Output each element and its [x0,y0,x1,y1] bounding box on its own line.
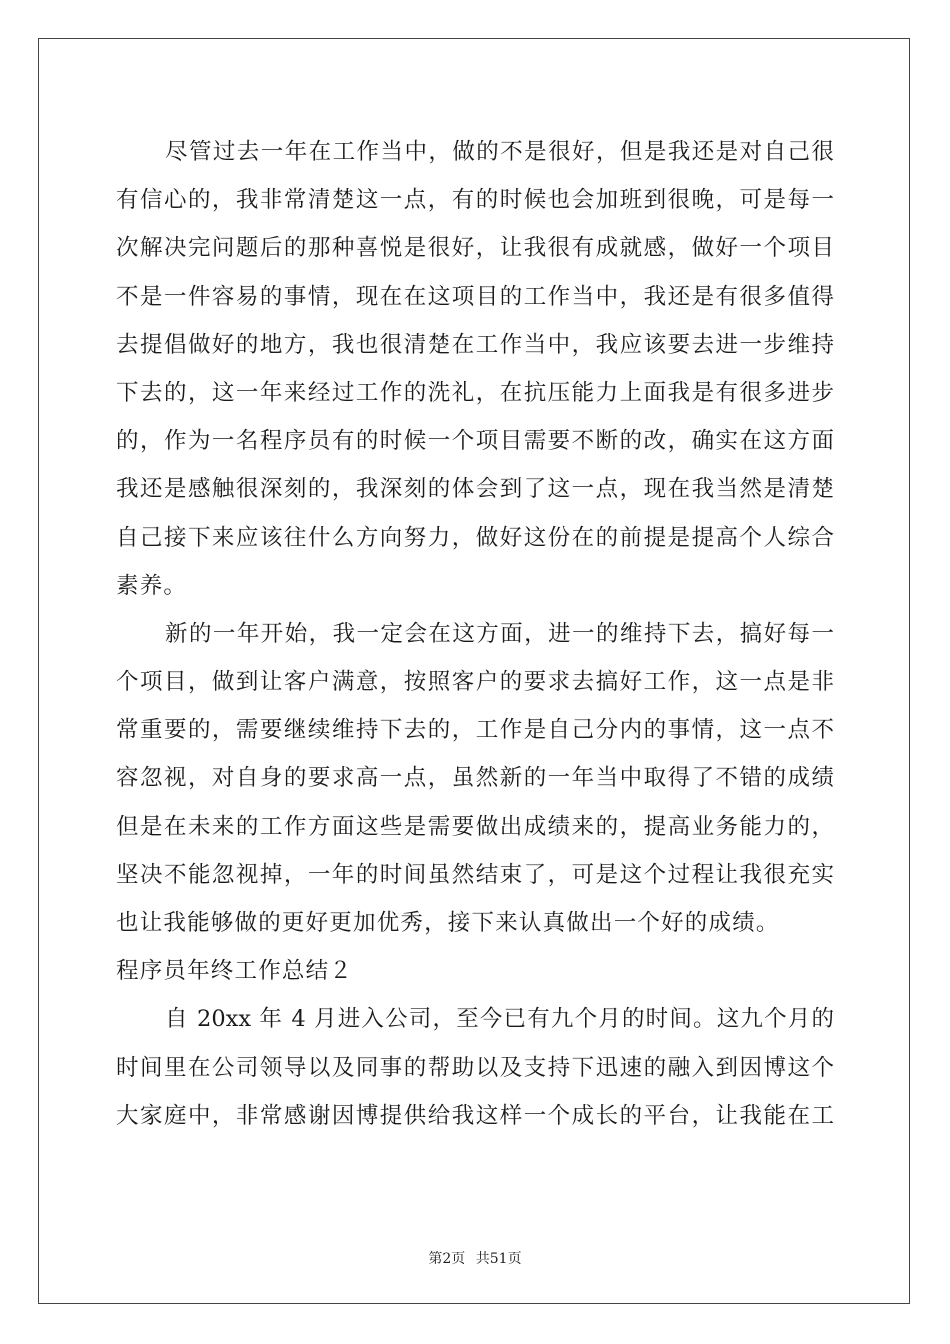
paragraph-2-line-1: 新的一年开始，我一定会在这方面，进一的维持下去，搞好每一 [165,620,834,647]
paragraph-1-line-4: 不是一件容易的事情，现在在这项目的工作当中，我还是有很多值得 [116,283,834,310]
paragraph-2-line-5: 但是在未来的工作方面这些是需要做出成绩来的，提高业务能力的， [116,813,834,840]
paragraph-1-line-9: 自己接下来应该往什么方向努力，做好这份在的前提是提高个人综合 [116,524,834,551]
document-body [116,128,834,1140]
paragraph-1-line-6: 下去的，这一年来经过工作的洗礼，在抗压能力上面我是有很多进步 [116,379,834,406]
paragraph-3-line-1: 自 20xx 年 4 月进入公司，至今已有九个月的时间。这九个月的 [165,1006,834,1033]
paragraph-3-line-2: 时间里在公司领导以及同事的帮助以及支持下迅速的融入到因博这个 [116,1054,834,1081]
paragraph-2-line-2: 个项目，做到让客户满意，按照客户的要求去搞好工作，这一点是非 [116,669,834,696]
paragraph-1-line-10: 素养。 [116,572,188,599]
paragraph-1-line-2: 有信心的，我非常清楚这一点，有的时候也会加班到很晚，可是每一 [116,187,834,214]
page-number: 第2页 [428,1251,466,1267]
paragraph-3-line-3: 大家庭中，非常感谢因博提供给我这样一个成长的平台，让我能在工 [116,1102,834,1129]
paragraph-1-line-3: 次解决完问题后的那种喜悦是很好，让我很有成就感，做好一个项目 [116,235,834,262]
paragraph-1-line-7: 的，作为一名程序员有的时候一个项目需要不断的改，确实在这方面 [116,428,834,455]
page-total: 共51页 [475,1251,522,1267]
paragraph-2-line-3: 常重要的，需要继续维持下去的，工作是自己分内的事情，这一点不 [116,717,834,744]
paragraph-1-line-1: 尽管过去一年在工作当中，做的不是很好，但是我还是对自己很 [165,139,834,165]
paragraph-1-line-8: 我还是感触很深刻的，我深刻的体会到了这一点，现在我当然是清楚 [116,476,834,503]
page-footer [0,1248,950,1268]
paragraph-1-line-5: 去提倡做好的地方，我也很清楚在工作当中，我应该要去进一步维持 [116,331,834,358]
paragraph-2-line-4: 容忽视，对自身的要求高一点，虽然新的一年当中取得了不错的成绩 [116,765,834,792]
section-heading: 程序员年终工作总结２ [116,958,354,985]
paragraph-2-line-7: 也让我能够做的更好更加优秀，接下来认真做出一个好的成绩。 [116,910,780,936]
paragraph-2-line-6: 坚决不能忽视掉，一年的时间虽然结束了，可是这个过程让我很充实 [116,861,834,888]
